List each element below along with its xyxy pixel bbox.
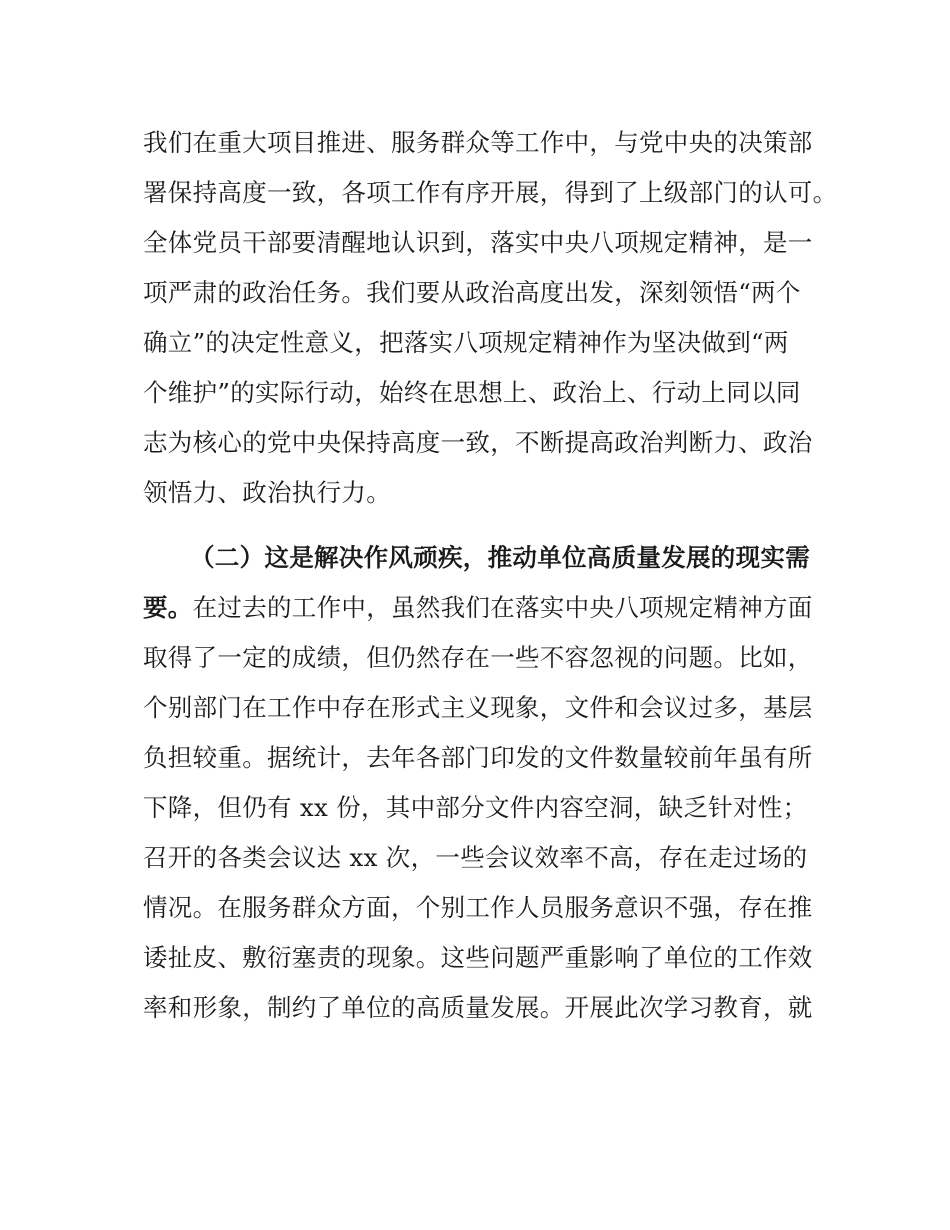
paragraph-line: 个别部门在工作中存在形式主义现象，文件和会议过多，基层: [143, 693, 813, 722]
paragraph-line: 取得了一定的成绩，但仍然存在一些不容忽视的问题。比如，: [143, 643, 813, 672]
section-heading-end: 要。: [143, 593, 193, 622]
paragraph-line: 诿扯皮、敷衍塞责的现象。这些问题严重影响了单位的工作效: [143, 943, 813, 972]
paragraph-line: 下降，但仍有 xx 份，其中部分文件内容空洞，缺乏针对性；: [143, 793, 808, 822]
paragraph-line: 召开的各类会议达 xx 次，一些会议效率不高，存在走过场的: [143, 843, 808, 872]
paragraph-line: 情况。在服务群众方面，个别工作人员服务意识不强，存在推: [143, 893, 813, 922]
paragraph-line: 全体党员干部要清醒地认识到，落实中央八项规定精神，是一: [143, 228, 813, 257]
section-heading: （二）这是解决作风顽疾，推动单位高质量发展的现实需: [190, 543, 810, 572]
paragraph-line: [143, 593, 813, 623]
paragraph-line: 署保持高度一致，各项工作有序开展，得到了上级部门的认可。: [143, 178, 838, 207]
paragraph-line: 个维护”的实际行动，始终在思想上、政治上、行动上同以同: [143, 378, 801, 407]
paragraph-line: 领悟力、政治执行力。: [143, 478, 391, 507]
paragraph-line: 负担较重。据统计，去年各部门印发的文件数量较前年虽有所: [143, 743, 813, 772]
paragraph-text: 在过去的工作中，虽然我们在落实中央八项规定精神方面: [192, 593, 813, 622]
paragraph-line: 我们在重大项目推进、服务群众等工作中，与党中央的决策部: [143, 128, 813, 157]
paragraph-line: 率和形象，制约了单位的高质量发展。开展此次学习教育，就: [143, 993, 813, 1022]
paragraph-line: 确立”的决定性意义，把落实八项规定精神作为坚决做到“两: [143, 328, 789, 357]
paragraph-line: 志为核心的党中央保持高度一致，不断提高政治判断力、政治: [143, 428, 813, 457]
paragraph-line: 项严肃的政治任务。我们要从政治高度出发，深刻领悟“两个: [143, 278, 801, 307]
